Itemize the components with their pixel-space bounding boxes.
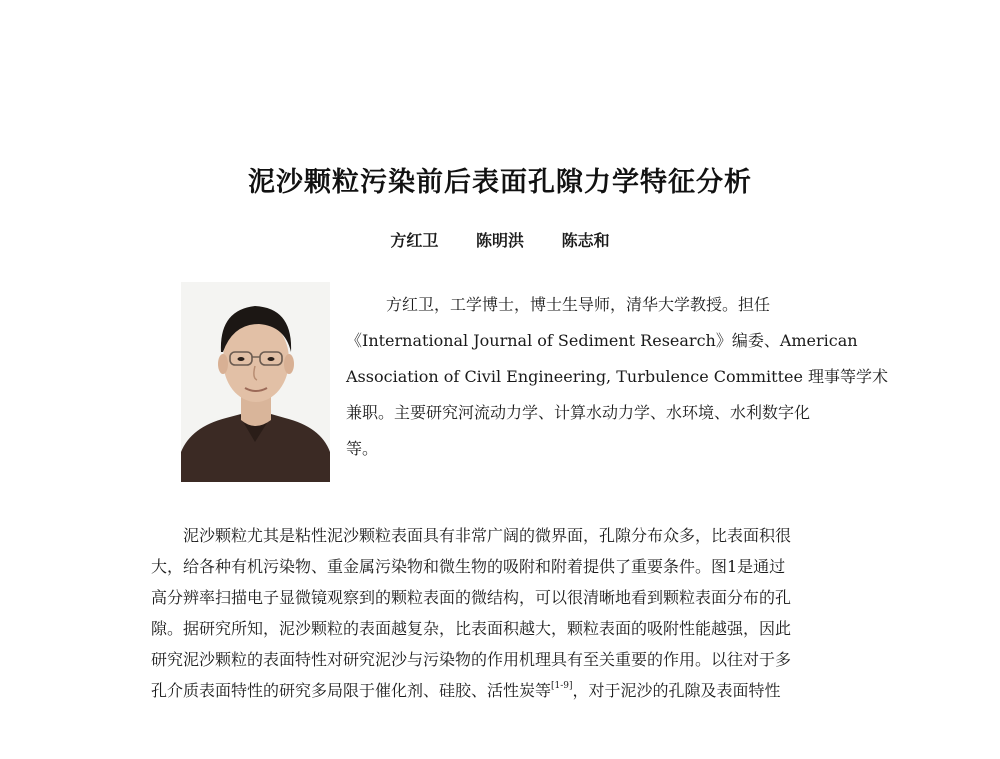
body-text: ，对于泥沙的孔隙及表面特性: [572, 681, 781, 700]
author-name: 陈志和: [561, 231, 610, 250]
author-list: [0, 228, 1000, 251]
bio-line: 兼职。主要研究河流动力学、计算水动力学、水环境、水利数字化: [346, 403, 811, 422]
page-title: 泥沙颗粒污染前后表面孔隙力学特征分析: [248, 167, 752, 198]
bio-line: 方红卫，工学博士，博士生导师，清华大学教授。担任: [386, 295, 771, 314]
body-line: 隙。据研究所知，泥沙颗粒的表面越复杂，比表面积越大，颗粒表面的吸附性能越强，因此: [151, 619, 792, 638]
body-line: 研究泥沙颗粒的表面特性对研究泥沙与污染物的作用机理具有至关重要的作用。以往对于多: [151, 650, 792, 669]
author-name: 陈明洪: [475, 231, 524, 250]
body-line: [151, 675, 863, 706]
author-name: 方红卫: [390, 231, 439, 250]
citation-reference: [1-9]: [551, 681, 573, 691]
body-paragraph: [151, 520, 863, 706]
bio-line: 《International Journal of Sediment Research》编委、American: [346, 331, 858, 350]
body-text: 孔介质表面特性的研究多局限于催化剂、硅胶、活性炭等: [151, 681, 552, 700]
author-photo: [181, 282, 330, 482]
bio-line: Association of Civil Engineering, Turbulence Committee 理事等学术: [346, 367, 889, 386]
author-portrait-image: [181, 282, 330, 482]
body-line: 大，给各种有机污染物、重金属污染物和微生物的吸附和附着提供了重要条件。图1是通过: [151, 557, 786, 576]
body-line: 高分辨率扫描电子显微镜观察到的颗粒表面的微结构，可以很清晰地看到颗粒表面分布的孔: [151, 588, 792, 607]
bio-line: 等。: [346, 439, 379, 458]
author-bio: [346, 287, 889, 467]
body-line: 泥沙颗粒尤其是粘性泥沙颗粒表面具有非常广阔的微界面，孔隙分布众多，比表面积很: [183, 526, 792, 545]
